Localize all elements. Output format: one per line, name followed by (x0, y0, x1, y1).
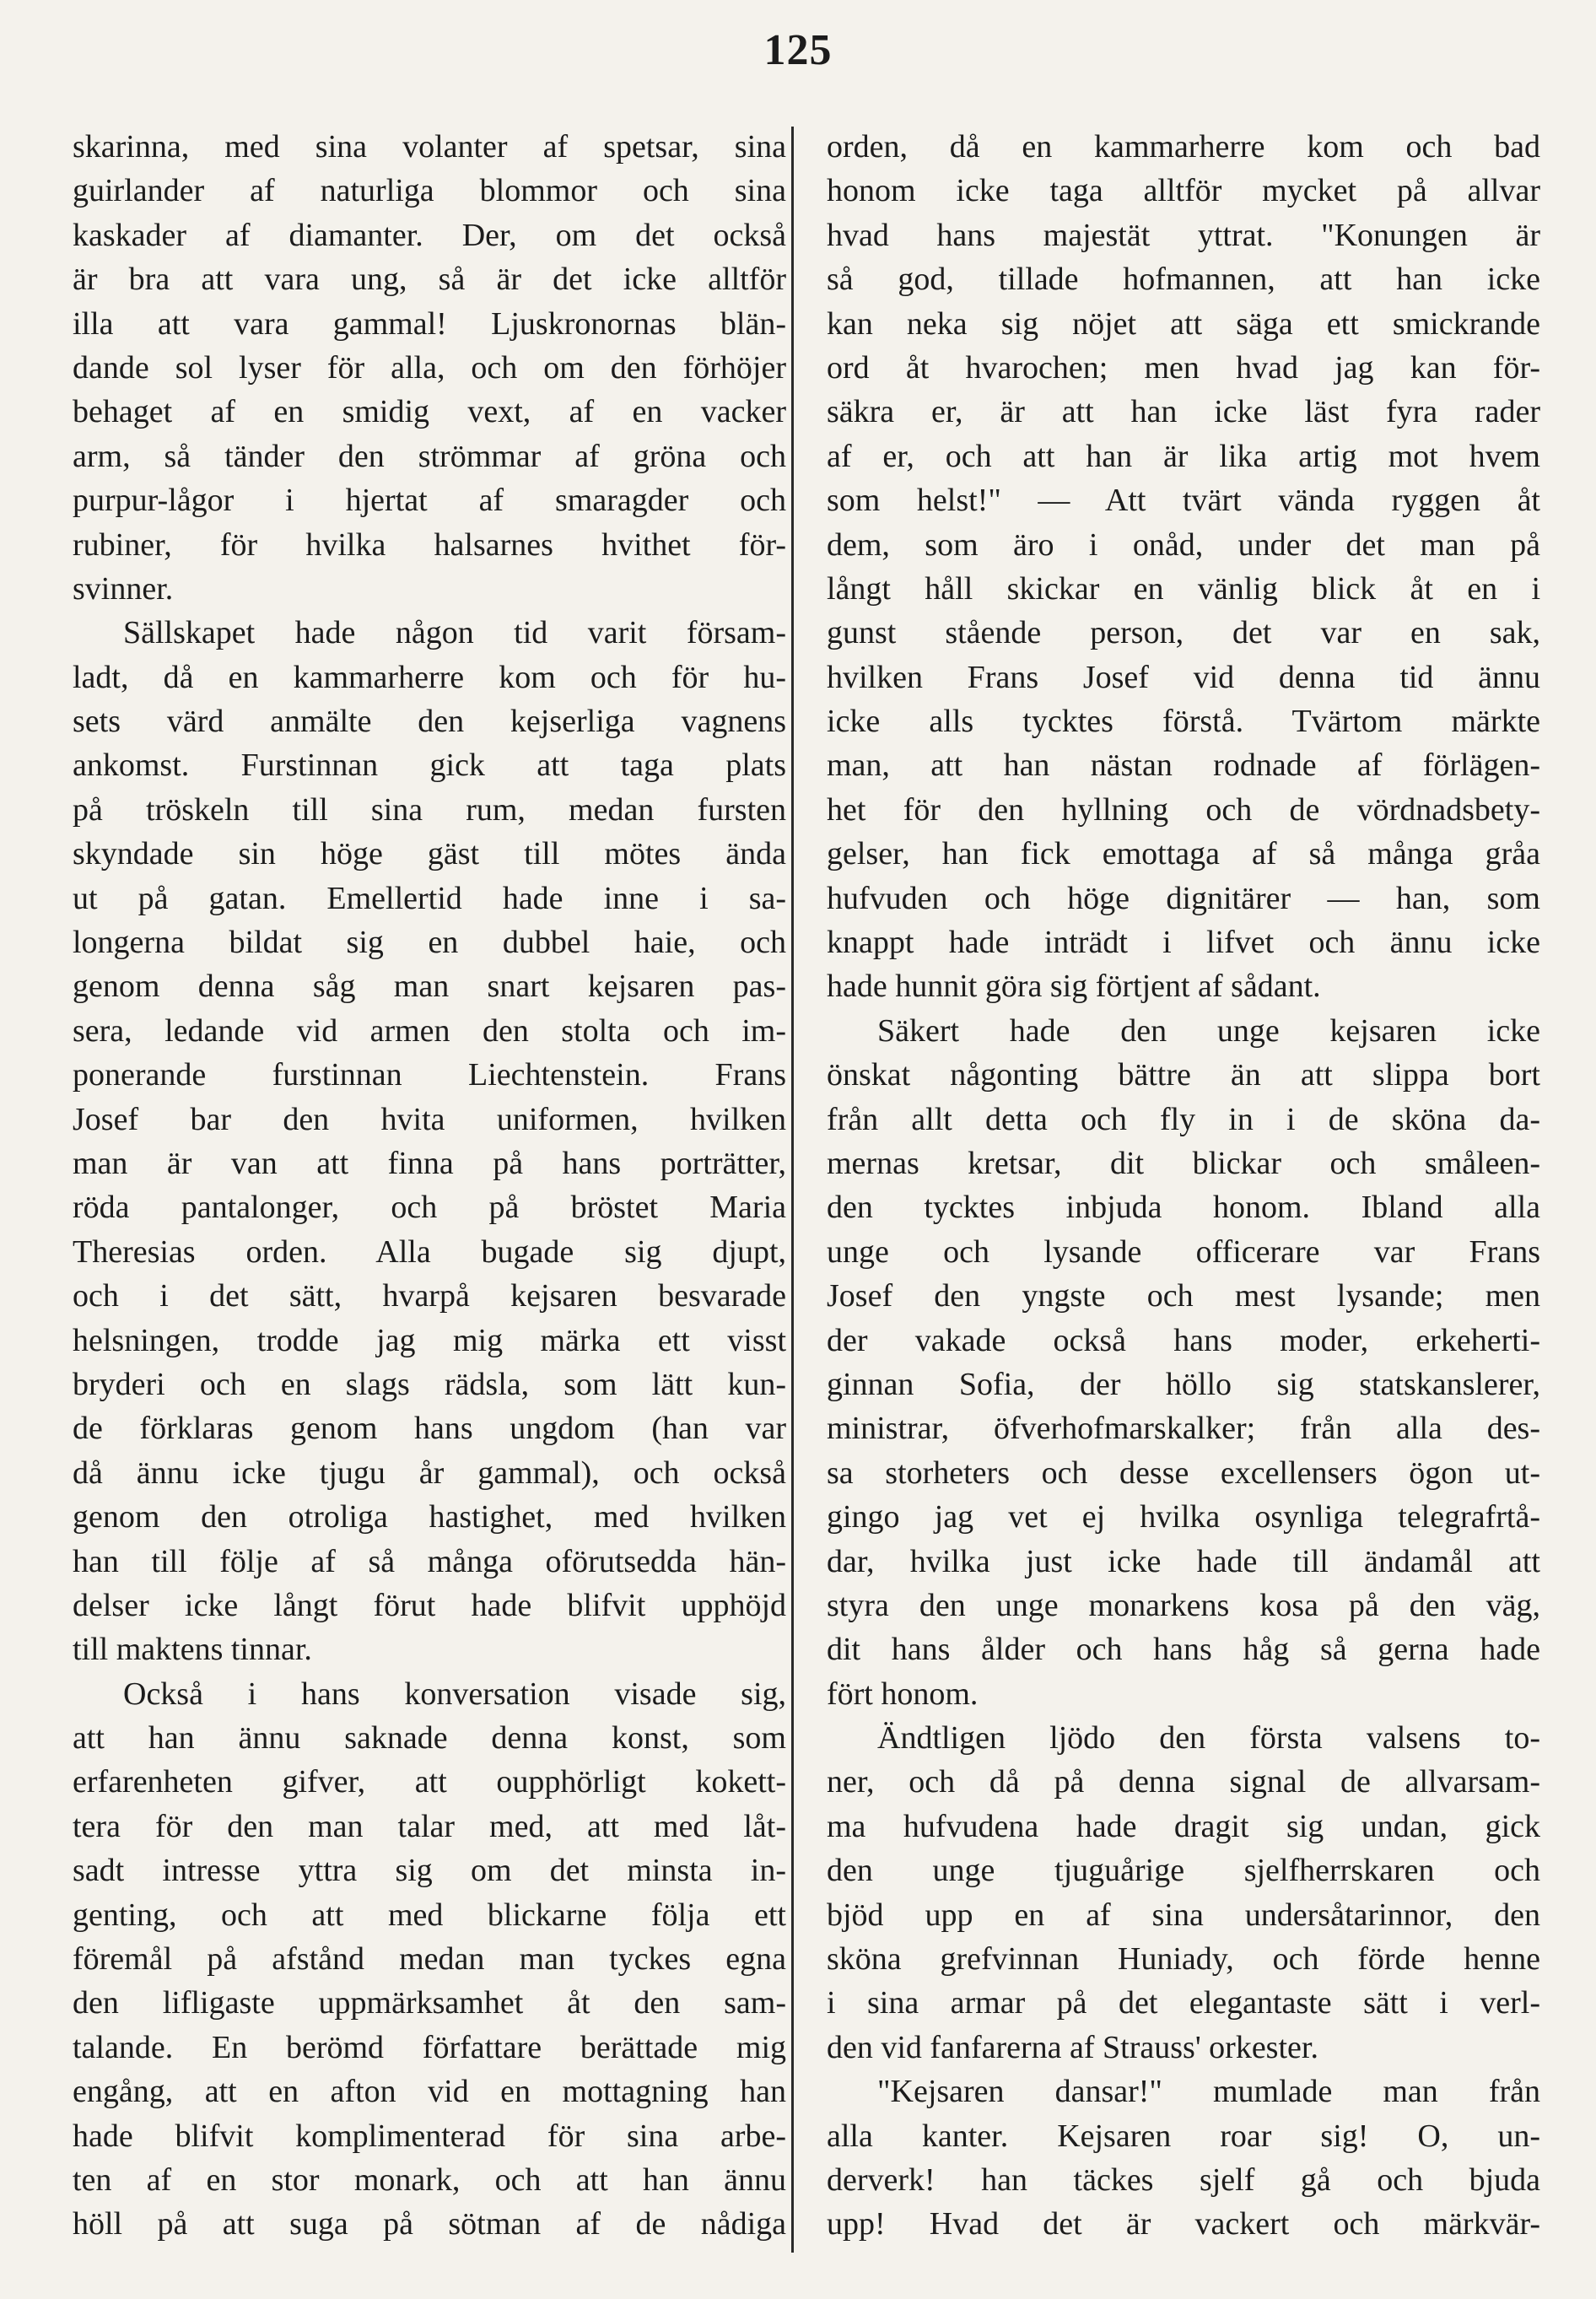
text-line: hufvuden och höge dignitärer — han, som (827, 880, 1540, 916)
text-line: upp! Hvad det är vackert och märkvär- (827, 2206, 1540, 2242)
text-line: Sällskapet hade någon tid varit försam- (123, 615, 786, 651)
text-line: bjöd upp en af sina undersåtarinnor, den (827, 1897, 1540, 1933)
text-line: styra den unge monarkens kosa på den väg, (827, 1587, 1540, 1623)
text-line: gingo jag vet ej hvilka osynliga telegrafrtå- (827, 1499, 1540, 1535)
text-line: fört honom. (827, 1676, 979, 1712)
text-line: dande sol lyser för alla, och om den förhöjer (73, 349, 786, 386)
text-line: helsningen, trodde jag mig märka ett visst (73, 1322, 786, 1358)
text-line: longerna bildat sig en dubbel haie, och (73, 925, 786, 961)
text-line: ten af en stor monark, och att han ännu (73, 2161, 786, 2198)
text-line: purpur-lågor i hjertat af smaragder och (73, 483, 786, 519)
text-line: man, att han nästan rodnade af förlägen- (827, 747, 1540, 784)
text-line: höll på att suga på sötman af de nådiga (73, 2206, 786, 2242)
text-line: ankomst. Furstinnan gick att taga plats (73, 747, 786, 784)
text-line: genom den otroliga hastighet, med hvilken (73, 1499, 786, 1535)
text-line: på tröskeln till sina rum, medan fursten (73, 791, 786, 828)
text-line: i sina armar på det elegantaste sätt i verl- (827, 1985, 1540, 2021)
text-line: sadt intresse yttra sig om det minsta in- (73, 1853, 786, 1889)
text-line: ut på gatan. Emellertid hade inne i sa- (73, 880, 786, 916)
right-text-column (827, 125, 1540, 2247)
text-line: honom icke taga alltför mycket på allvar (827, 173, 1540, 209)
text-line: tera för den man talar med, att med låt- (73, 1808, 786, 1844)
text-line: ord åt hvarochen; men hvad jag kan för- (827, 349, 1540, 386)
text-line: mernas kretsar, dit blickar och småleen- (827, 1145, 1540, 1181)
text-line: ponerande furstinnan Liechtenstein. Frans (73, 1057, 786, 1093)
text-line: der vakade också hans moder, erkeherti- (827, 1322, 1540, 1358)
text-line: svinner. (73, 570, 174, 607)
text-line: Säkert hade den unge kejsaren icke (877, 1012, 1540, 1049)
text-line: dit hans ålder och hans håg så gerna hade (827, 1632, 1540, 1668)
text-line: genom denna såg man snart kejsaren pas- (73, 969, 786, 1005)
text-line: den vid fanfarerna af Strauss' orkester. (827, 2029, 1318, 2065)
text-line: sa storheters och desse excellensers ögon ut- (827, 1454, 1540, 1491)
text-line: het för den hyllning och de vördnadsbety- (827, 791, 1540, 828)
text-line: från allt detta och fly in i de sköna da- (827, 1101, 1540, 1137)
text-line: talande. En berömd författare berättade mig (73, 2029, 786, 2065)
text-line: "Kejsaren dansar!" mumlade man från (877, 2074, 1540, 2110)
text-line: ner, och då på denna signal de allvarsam- (827, 1764, 1540, 1800)
text-line: kan neka sig nöjet att säga ett smickrande (827, 305, 1540, 342)
text-line: hade blifvit komplimenterad för sina arbe- (73, 2118, 786, 2154)
page-number: 125 (763, 26, 833, 74)
text-line: kaskader af diamanter. Der, om det också (73, 217, 786, 253)
text-line: bryderi och en slags rädsla, som lätt kun- (73, 1366, 786, 1402)
text-line: ma hufvudena hade dragit sig undan, gick (827, 1808, 1540, 1844)
text-line: illa att vara gammal! Ljuskronornas blän- (73, 305, 786, 342)
text-line: rubiner, för hvilka halsarnes hvithet för- (73, 526, 786, 563)
text-line: man är van att finna på hans porträtter, (73, 1145, 786, 1181)
text-line: önskat någonting bättre än att slippa bort (827, 1057, 1540, 1093)
text-line: till maktens tinnar. (73, 1632, 312, 1668)
text-line: skyndade sin höge gäst till mötes ända (73, 836, 786, 872)
text-line: Josef bar den hvita uniformen, hvilken (73, 1101, 786, 1137)
text-line: ladt, då en kammarherre kom och för hu- (73, 659, 786, 695)
text-line: Theresias orden. Alla bugade sig djupt, (73, 1233, 786, 1270)
text-line: hvad hans majestät yttrat. "Konungen är (827, 217, 1540, 253)
text-line: hvilken Frans Josef vid denna tid ännu (827, 659, 1540, 695)
text-line: arm, så tänder den strömmar af gröna och (73, 438, 786, 474)
text-line: långt håll skickar en vänlig blick åt en i (827, 570, 1540, 607)
text-line: behaget af en smidig vext, af en vacker (73, 394, 786, 430)
text-line: ministrar, öfverhofmarskalker; från alla des- (827, 1411, 1540, 1447)
text-line: den lifligaste uppmärksamhet åt den sam- (73, 1985, 786, 2021)
text-line: af er, och att han är lika artig mot hvem (827, 438, 1540, 474)
text-line: den tycktes inbjuda honom. Ibland alla (827, 1190, 1540, 1226)
text-line: unge och lysande officerare var Frans (827, 1233, 1540, 1270)
text-line: röda pantalonger, och på bröstet Maria (73, 1190, 786, 1226)
text-line: han till följe af så många oförutsedda hän- (73, 1543, 786, 1579)
text-line: sköna grefvinnan Huniady, och förde henne (827, 1941, 1540, 1978)
text-line: alla kanter. Kejsaren roar sig! O, un- (827, 2118, 1540, 2154)
text-line: ginnan Sofia, der höllo sig statskanslerer, (827, 1366, 1540, 1402)
text-line: delser icke långt förut hade blifvit upphöjd (73, 1587, 786, 1623)
text-line: gunst stående person, det var en sak, (827, 615, 1540, 651)
text-line: engång, att en afton vid en mottagning han (73, 2074, 786, 2110)
text-line: Ändtligen ljödo den första valsens to- (877, 1720, 1540, 1757)
text-line: genting, och att med blickarne följa ett (73, 1897, 786, 1933)
text-line: sets värd anmälte den kejserliga vagnens (73, 704, 786, 740)
text-line: gelser, han fick emottaga af så många gråa (827, 836, 1540, 872)
text-line: som helst!" — Att tvärt vända ryggen åt (827, 483, 1540, 519)
text-line: orden, då en kammarherre kom och bad (827, 129, 1540, 165)
text-line: Josef den yngste och mest lysande; men (827, 1278, 1540, 1314)
text-line: guirlander af naturliga blommor och sina (73, 173, 786, 209)
text-line: då ännu icke tjugu år gammal), och också (73, 1454, 786, 1491)
text-line: dar, hvilka just icke hade till ändamål att (827, 1543, 1540, 1579)
text-line: Också i hans konversation visade sig, (123, 1676, 786, 1712)
left-text-column (73, 125, 786, 2247)
text-line: erfarenheten gifver, att oupphörligt kokett- (73, 1764, 786, 1800)
text-line: knappt hade inträdt i lifvet och ännu icke (827, 925, 1540, 961)
text-line: de förklaras genom hans ungdom (han var (73, 1411, 786, 1447)
text-line: och i det sätt, hvarpå kejsaren besvarade (73, 1278, 786, 1314)
text-line: icke alls tycktes förstå. Tvärtom märkte (827, 704, 1540, 740)
text-line: föremål på afstånd medan man tyckes egna (73, 1941, 786, 1978)
text-line: så god, tillade hofmannen, att han icke (827, 262, 1540, 298)
text-line: att han ännu saknade denna konst, som (73, 1720, 786, 1757)
text-line: säkra er, är att han icke läst fyra rader (827, 394, 1540, 430)
text-line: den unge tjuguårige sjelfherrskaren och (827, 1853, 1540, 1889)
text-line: är bra att vara ung, så är det icke alltför (73, 262, 786, 298)
text-line: skarinna, med sina volanter af spetsar, sina (73, 129, 786, 165)
text-line: derverk! han täckes sjelf gå och bjuda (827, 2161, 1540, 2198)
text-line: dem, som äro i onåd, under det man på (827, 526, 1540, 563)
text-line: sera, ledande vid armen den stolta och im- (73, 1012, 786, 1049)
text-line: hade hunnit göra sig förtjent af sådant. (827, 969, 1321, 1005)
column-divider (791, 127, 794, 2253)
